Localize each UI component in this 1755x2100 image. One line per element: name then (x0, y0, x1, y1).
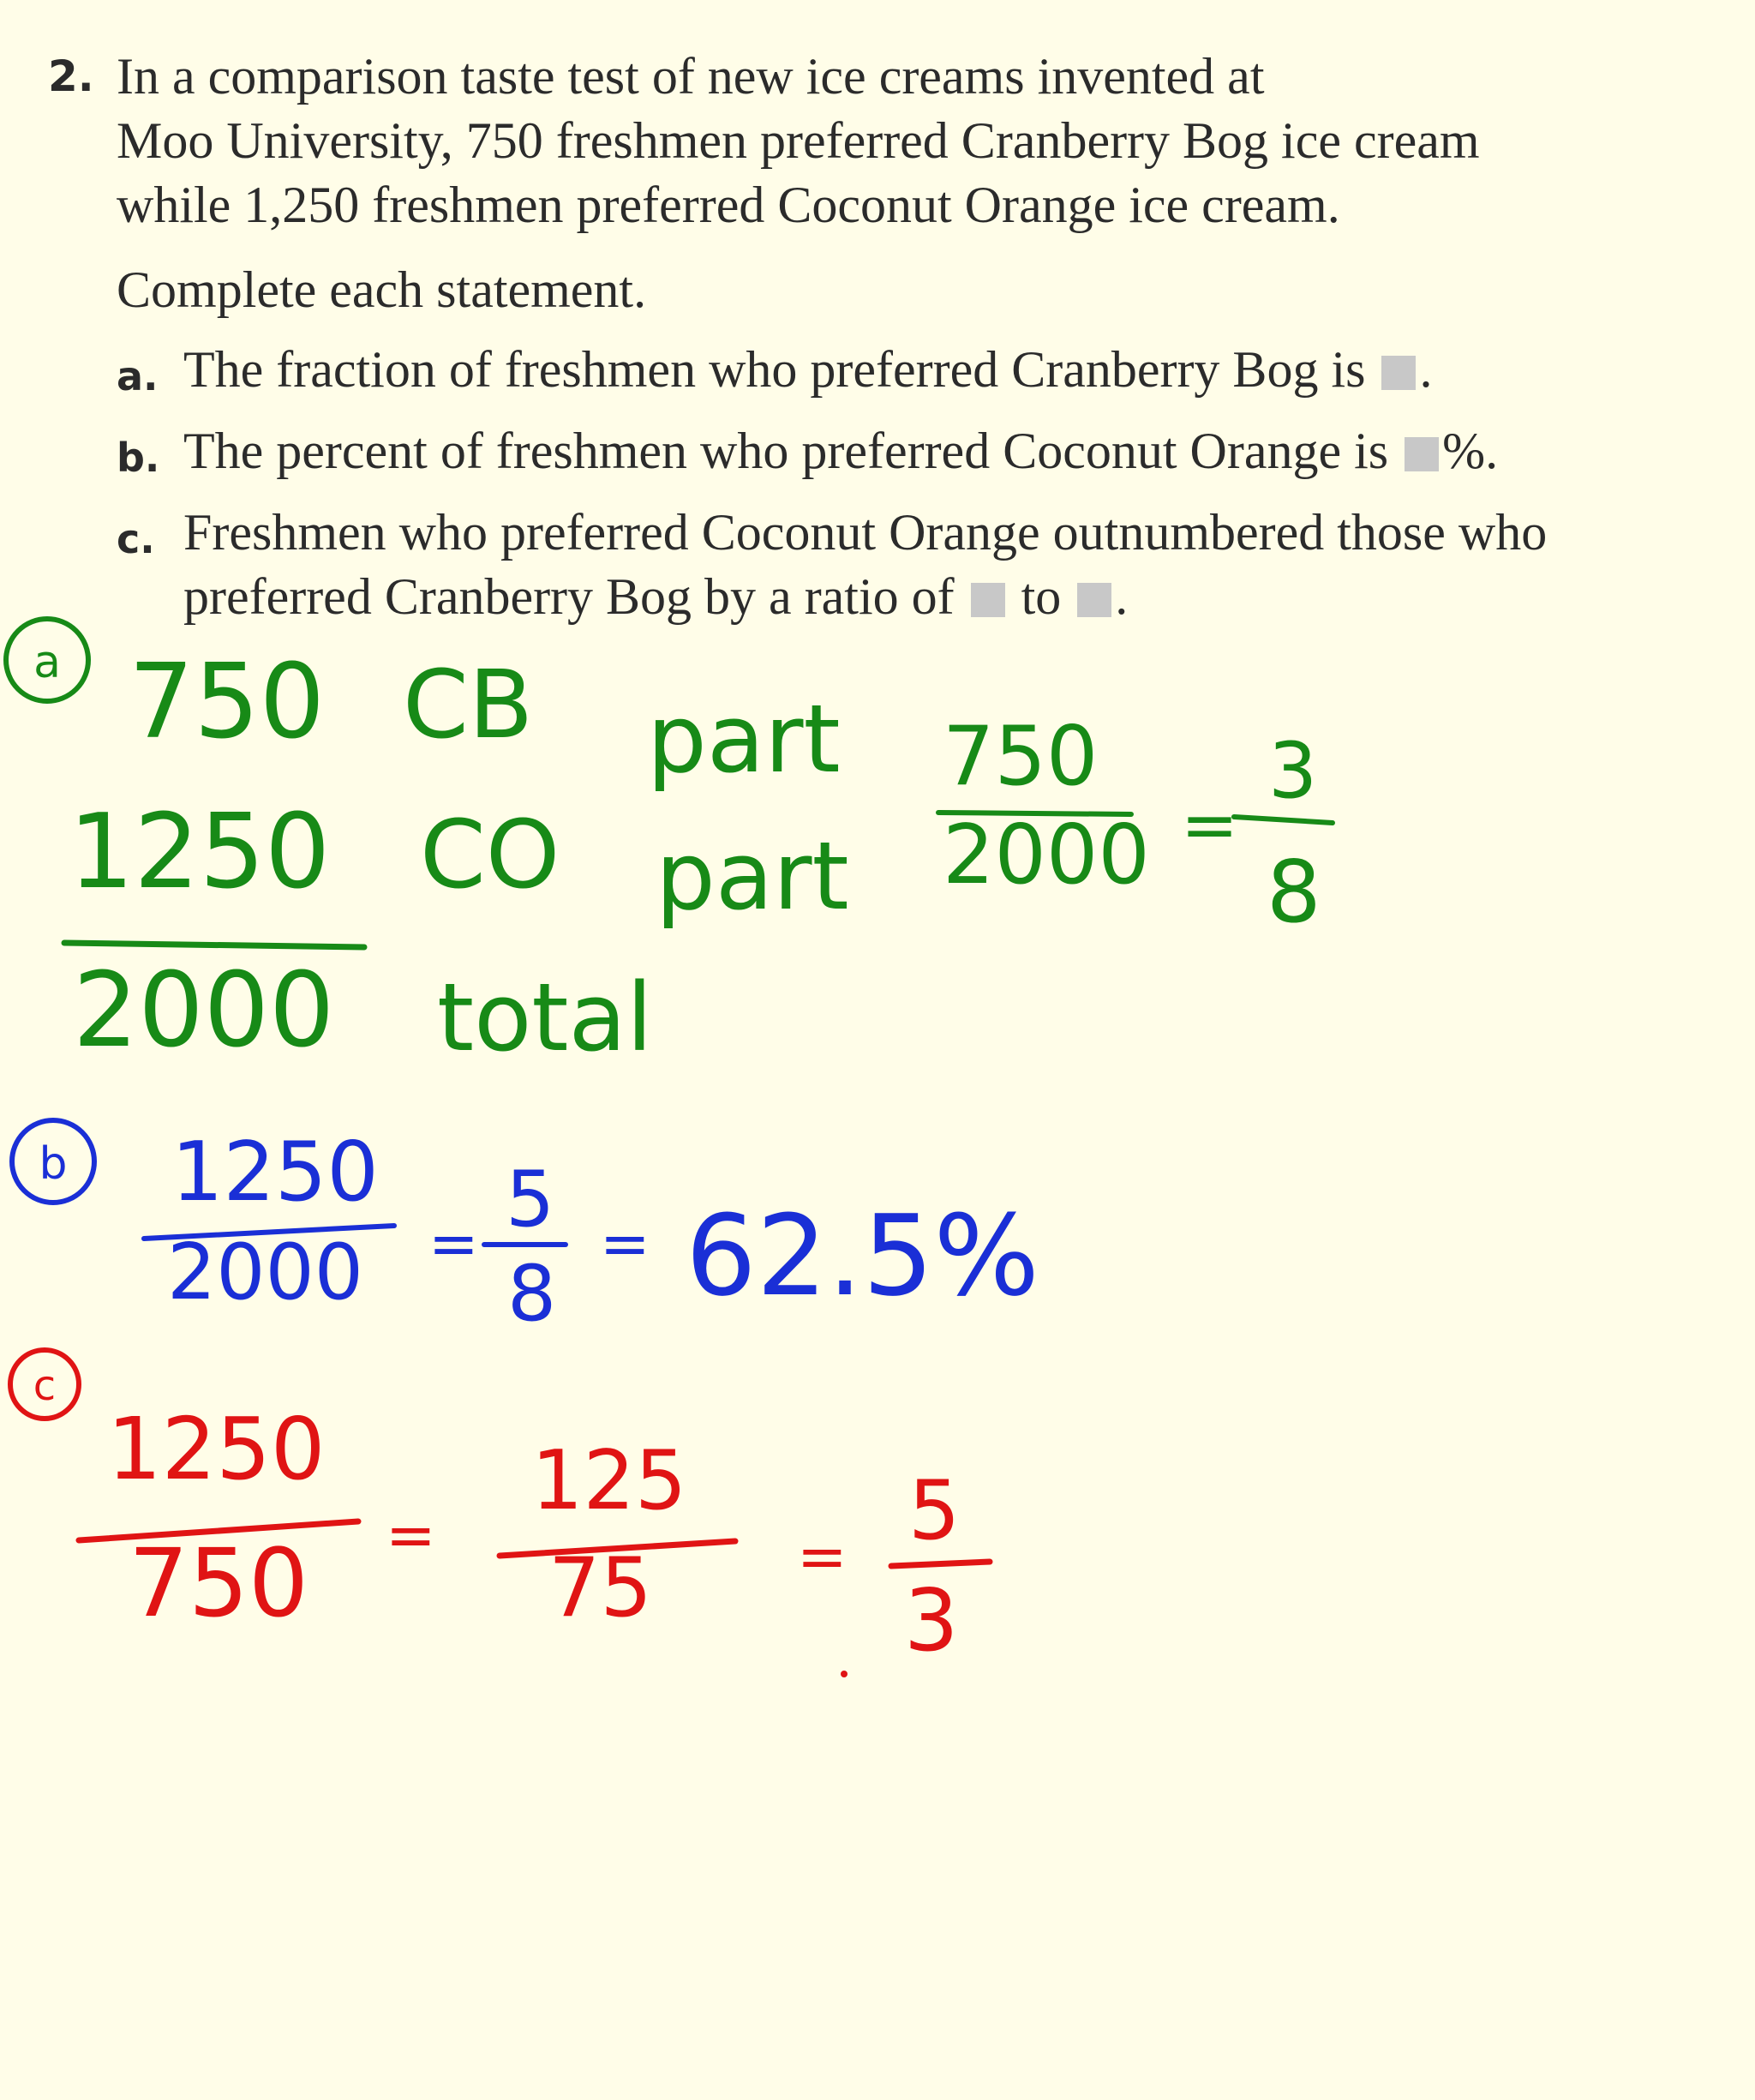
stem-line: while 1,250 freshmen preferred Coconut Orange ice cream. (117, 177, 1340, 233)
problem-number: 2. (48, 51, 94, 101)
frac-c1-num: 1250 (107, 1399, 326, 1499)
marker-c-letter: c (33, 1362, 57, 1410)
equals-a: = (1181, 785, 1239, 865)
stem-line: Moo University, 750 freshmen preferred Cranberry Bog ice cream (117, 112, 1480, 169)
equals-c1: = (386, 1500, 436, 1570)
frac-c3-bar (891, 1562, 990, 1566)
mid-b-den: 8 (507, 1249, 557, 1339)
frac-c2-num: 125 (531, 1434, 687, 1528)
equals-c2: = (797, 1521, 848, 1592)
cb-part-word: part (647, 684, 841, 794)
equals-b2: = (600, 1209, 650, 1279)
part-a-end: . (1419, 341, 1433, 398)
part-c-line2: preferred Cranberry Bog by a ratio of (183, 568, 967, 625)
cb-count: 750 (129, 643, 326, 762)
co-count: 1250 (69, 793, 331, 912)
frac-c3-den: 3 (904, 1570, 959, 1671)
part-b-end: %. (1442, 423, 1499, 479)
frac-c1-den: 750 (129, 1528, 308, 1638)
result-a-den: 8 (1267, 842, 1321, 942)
sum-line (64, 943, 364, 947)
frac-b-den: 2000 (167, 1227, 364, 1317)
total-count: 2000 (73, 951, 335, 1071)
co-part-word: part (656, 821, 849, 931)
co-abbr: CO (420, 800, 560, 909)
part-a-text: The fraction of freshmen who preferred Cranberry Bog is (183, 341, 1379, 398)
part-c-label: c. (117, 516, 155, 562)
cb-abbr: CB (403, 650, 534, 759)
work-part-a (6, 619, 1333, 1072)
part-a-label: a. (117, 353, 159, 399)
part-c-to: to (1008, 568, 1075, 625)
total-word: total (437, 963, 653, 1072)
part-b-text: The percent of freshmen who preferred Coconut Orange is (183, 423, 1402, 479)
instruction: Complete each statement. (117, 261, 647, 318)
result-a-num: 3 (1268, 726, 1318, 816)
frac-b-num: 1250 (171, 1125, 379, 1220)
frac-c2-den: 75 (548, 1541, 652, 1635)
result-a-bar (1234, 817, 1333, 823)
stem-line: In a comparison taste test of new ice creams invented at (117, 48, 1265, 105)
part-c-line1: Freshmen who preferred Coconut Orange outnumbered those who (183, 504, 1548, 561)
stray-dot (841, 1671, 848, 1677)
part-c-end: . (1115, 568, 1129, 625)
mid-b-num: 5 (506, 1155, 555, 1245)
marker-a-letter: a (33, 637, 61, 688)
frac-a-den: 2000 (943, 808, 1150, 903)
equals-b1: = (428, 1209, 479, 1279)
frac-c3-num: 5 (908, 1464, 961, 1558)
frac-a-num: 750 (943, 710, 1099, 804)
part-b-label: b. (117, 435, 160, 481)
work-part-b (12, 1120, 1039, 1339)
percent-result: 62.5% (686, 1191, 1039, 1321)
marker-b-letter: b (39, 1138, 68, 1190)
work-part-c (10, 1350, 990, 1677)
